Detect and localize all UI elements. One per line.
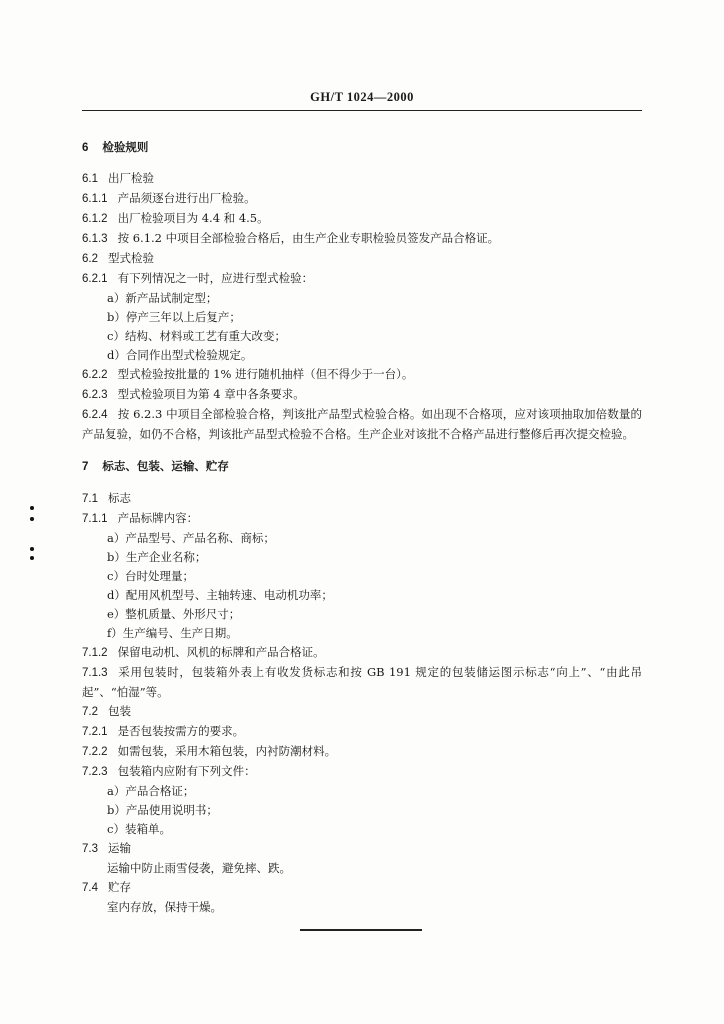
clause-number: 6.2.1 bbox=[82, 273, 108, 285]
clause-number: 6.2 bbox=[82, 253, 98, 265]
list-item bbox=[82, 782, 642, 801]
clause-body: c）装箱单。 bbox=[107, 822, 171, 836]
clause bbox=[82, 509, 642, 529]
clause-number: 7.4 bbox=[82, 882, 98, 894]
list-item bbox=[82, 308, 642, 327]
list-item bbox=[82, 289, 642, 308]
clause-body: 运输中防止雨雪侵袭，避免摔、跌。 bbox=[107, 861, 291, 875]
section-title: 检验规则 bbox=[102, 140, 149, 154]
list-item bbox=[82, 898, 642, 917]
clause-body: 按 6.1.2 中项目全部检验合格后，由生产企业专职检验员签发产品合格证。 bbox=[117, 231, 500, 245]
clause-body: 如需包装，采用木箱包装，内衬防潮材料。 bbox=[117, 744, 337, 758]
scan-mark bbox=[30, 506, 34, 510]
clause-number: 7.1.1 bbox=[82, 513, 108, 525]
clause-body: c）台时处理量； bbox=[107, 569, 194, 583]
clause bbox=[82, 189, 642, 209]
clause-body: a）新产品试制定型； bbox=[107, 291, 218, 305]
clause-body: 采用包装时，包装箱外表上有收发货标志和按 GB 191 规定的包装储运图示标志“向上”、“由此吊起”、“怕湿”等。 bbox=[82, 665, 642, 699]
clause-body: b）停产三年以上后复产； bbox=[107, 310, 241, 324]
clause bbox=[82, 365, 642, 385]
clause-number: 6.1.2 bbox=[82, 213, 108, 225]
clause-number: 6.1.1 bbox=[82, 193, 108, 205]
clause-number: 6.2.3 bbox=[82, 389, 108, 401]
clause-number: 6.2.2 bbox=[82, 369, 108, 381]
clause bbox=[82, 249, 642, 269]
clause-body: a）产品合格证； bbox=[107, 784, 195, 798]
standard-code-header: GH/T 1024—2000 bbox=[310, 90, 414, 104]
clause-number: 6.1.3 bbox=[82, 233, 108, 245]
clause bbox=[82, 269, 642, 289]
clause-body: 包装箱内应附有下列文件： bbox=[117, 764, 256, 778]
document-body bbox=[82, 138, 642, 917]
scan-mark bbox=[30, 517, 34, 521]
clause-body: 保留电动机、风机的标牌和产品合格证。 bbox=[117, 645, 325, 659]
section-title: 标志、包装、运输、贮存 bbox=[102, 459, 229, 473]
scan-mark bbox=[30, 556, 34, 560]
section-number: 6 bbox=[82, 142, 89, 154]
section-number: 7 bbox=[82, 461, 89, 473]
clause bbox=[82, 229, 642, 249]
section-heading bbox=[82, 138, 642, 158]
clause-body: e）整机质量、外形尺寸； bbox=[107, 607, 241, 621]
clause bbox=[82, 405, 642, 444]
clause-body: 标志 bbox=[108, 491, 131, 505]
header-divider bbox=[82, 110, 642, 111]
clause bbox=[82, 722, 642, 742]
clause-body: 出厂检验项目为 4.4 和 4.5。 bbox=[117, 211, 269, 225]
list-item bbox=[82, 859, 642, 878]
clause bbox=[82, 489, 642, 509]
clause-body: 运输 bbox=[108, 841, 131, 855]
clause-body: 型式检验按批量的 1% 进行随机抽样（但不得少于一台）。 bbox=[117, 367, 414, 381]
list-item bbox=[82, 820, 642, 839]
clause-number: 7.2.2 bbox=[82, 746, 108, 758]
clause-number: 7.2.3 bbox=[82, 766, 108, 778]
clause-body: 产品须逐台进行出厂检验。 bbox=[117, 191, 256, 205]
clause bbox=[82, 762, 642, 782]
clause-body: 按 6.2.3 中项目全部检验合格，判该批产品型式检验合格。如出现不合格项，应对该项抽取加倍数量的产品复验，如仍不合格，判该批产品型式检验不合格。生产企业对该批不合格产品进行整修后再次提交检验。 bbox=[82, 407, 642, 441]
clause-body: b）生产企业名称； bbox=[107, 550, 207, 564]
clause bbox=[82, 839, 642, 859]
clause-body: d）合同作出型式检验规定。 bbox=[107, 348, 253, 362]
clause bbox=[82, 878, 642, 898]
clause-body: b）产品使用说明书； bbox=[107, 803, 218, 817]
clause-number: 6.1 bbox=[82, 173, 98, 185]
end-of-text-rule bbox=[300, 929, 422, 931]
clause-body: a）产品型号、产品名称、商标； bbox=[107, 531, 275, 545]
clause-number: 7.2.1 bbox=[82, 726, 108, 738]
list-item bbox=[82, 801, 642, 820]
clause bbox=[82, 385, 642, 405]
clause-body: 出厂检验 bbox=[108, 171, 154, 185]
clause bbox=[82, 663, 642, 702]
clause-body: 产品标牌内容： bbox=[117, 511, 199, 525]
scan-mark bbox=[30, 547, 34, 551]
list-item bbox=[82, 529, 642, 548]
clause-body: 包装 bbox=[108, 704, 131, 718]
clause-body: 型式检验项目为第 4 章中各条要求。 bbox=[117, 387, 305, 401]
clause bbox=[82, 702, 642, 722]
clause-number: 7.1.3 bbox=[82, 667, 108, 679]
clause-body: 型式检验 bbox=[108, 251, 154, 265]
clause bbox=[82, 209, 642, 229]
list-item bbox=[82, 346, 642, 365]
clause-body: 是否包装按需方的要求。 bbox=[117, 724, 245, 738]
clause-body: f）生产编号、生产日期。 bbox=[107, 626, 238, 640]
clause-number: 7.1 bbox=[82, 493, 98, 505]
list-item bbox=[82, 327, 642, 346]
list-item bbox=[82, 624, 642, 643]
clause-body: 贮存 bbox=[108, 880, 131, 894]
clause-number: 7.1.2 bbox=[82, 647, 108, 659]
clause-number: 7.2 bbox=[82, 706, 98, 718]
list-item bbox=[82, 586, 642, 605]
clause-body: c）结构、材料或工艺有重大改变； bbox=[107, 329, 286, 343]
clause-body: 室内存放，保持干燥。 bbox=[107, 900, 222, 914]
clause bbox=[82, 742, 642, 762]
clause-body: 有下列情况之一时，应进行型式检验： bbox=[117, 271, 314, 285]
list-item bbox=[82, 605, 642, 624]
list-item bbox=[82, 567, 642, 586]
clause-number: 6.2.4 bbox=[82, 409, 108, 421]
clause bbox=[82, 169, 642, 189]
clause-number: 7.3 bbox=[82, 843, 98, 855]
section-heading bbox=[82, 457, 642, 477]
clause-body: d）配用风机型号、主轴转速、电动机功率； bbox=[107, 588, 333, 602]
list-item bbox=[82, 548, 642, 567]
clause bbox=[82, 643, 642, 663]
